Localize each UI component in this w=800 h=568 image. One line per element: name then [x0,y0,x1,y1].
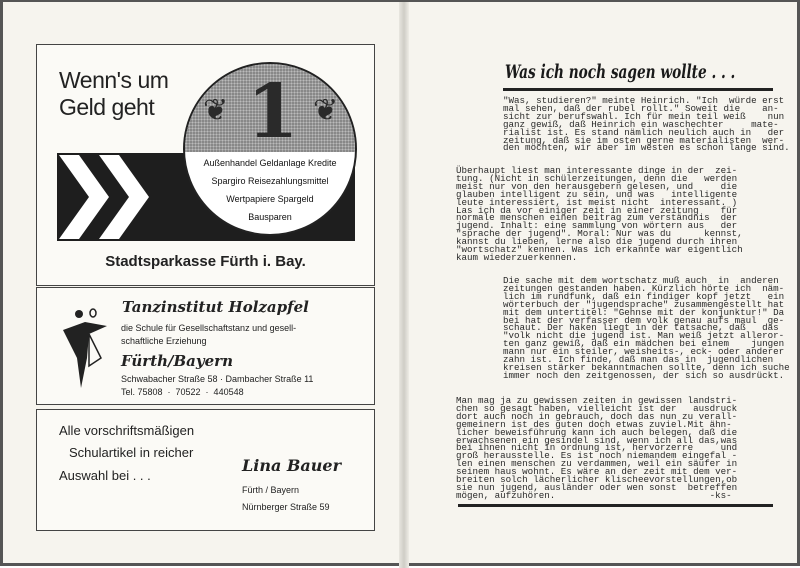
slogan-line: Geld geht [59,94,155,120]
bank-name: Stadtsparkasse Fürth i. Bay. [105,253,306,270]
dance-school-advertisement [36,287,375,405]
slogan-line: Wenn's um [59,67,169,93]
stationery-advertisement [36,409,375,531]
paragraph: Man mag ja zu gewissen zeiten in gewissen landstri- chen so gesagt haben, vielleicht ist der ausdruck dort auch noch in gebrauch, doch das nun zu verall- gemeinern ist des guten doch etwas zuviel.Mit ähn- licher beweisführung kann ich auch belegen, daß die erwachsenen ein gesindel sind, wenn ich all das,was bei ihnen nicht in ordnung ist, hervorzerre und groß herausstelle. Es ist noch niemandem eingefal - len einen menschen zu verdammen, weil ein säufer in seinem haus wohnt. Es wäre an der zeit mit dem ver- breiten solch lächerlicher klischeevorstellungen,ob sie nun jugend, ausländer oder wen sonst betreffen mögen, aufzuhören. -ks- [456,395,738,501]
dance-school-address: Schwabacher Straße 58 · Dambacher Straße 11 [121,374,314,384]
slogan [59,67,168,121]
spine-shadow [399,2,409,568]
ad-line: Schulartikel in reicher [69,445,194,460]
paragraph: Überhaupt liest man interessante dinge in der zei- tung. (Nicht in schülerzeitungen, denn die werden meist nur von den herausgebern gelesen, und die glauben intelligent zu sein, und was intelligente leute interessiert, ist meist nicht interessant. ) Las ich da vor einiger zeit in einer zeitung für normale menschen einen beitrag zum verständnis der jugend. Inhalt: eine sammlung von wörtern aus der "sprache der jugend". Moral: Nur was du kennst, kannst du lieben, lerne also die jugend durch ihren "wortschatz" kennen. Was ich erkannte war eigentlich kaum wiederzuerkennen. [456,165,743,263]
service-line: Außenhandel Geldanlage Kredite [203,158,337,168]
service-line: Spargiro Reisezahlungsmittel [211,176,329,186]
service-line: Wertpapiere Spargeld [226,194,314,204]
shop-city: Fürth / Bayern [242,485,300,495]
dance-school-description: die Schule für Gesellschaftstanz und gesell- schaftliche Erziehung [121,323,297,346]
chevrons-icon [57,153,157,241]
title-underline [503,88,773,91]
sparkasse-advertisement [36,44,375,286]
dance-school-phone: Tel. 75808 · 70522 · 440548 [121,387,244,397]
dance-school-name: Tanzinstitut Holzapfel [122,298,309,316]
paragraph: Die sache mit dem wortschatz muß auch in anderen zeitungen gestanden haben. Kürzlich hörte ich näm- lich im rundfunk, daß ein findiger kopf jetzt ein wörterbuch der "jugendsprache" zusammengestellt hat mit dem untertitel: "Gehnse mit der konjunktur!" Da bei hat der verfasser dem volk genau aufs maul ge- schaut. Der haken liegt in der tatsache, daß das "volk nicht die jugend ist. Man weiß jetzt alleror- ten ganz gewiß, daß ein mädchen bei einem jungen mann nur ein steiler, weisheits-, eck- oder anderer zahn ist. Ich finde, daß man das in jugendlichen kreisen stärker bekanntmachen sollte, denn ich suche immer noch den zeitgenossen, der sich so ausdrückt. [503,275,790,381]
shop-address: Nürnberger Straße 59 [242,502,330,512]
ad-line: Alle vorschriftsmäßigen [59,423,195,438]
services-list [185,154,355,226]
paragraph: "Was, studieren?" meinte Heinrich. "Ich würde erst mal sehen, daß der rubel rollt." Soweit die an- sicht zur berufswahl. Ich für mein teil weiß nun ganz gewiß, daß Heinrich ein waschechter mate- rialist ist. Es stand nämlich neulich auch in der zeitung, daß sie im osten gerne materialisten wer- den möchten, wir aber im westen es schon lange sind. [503,95,790,154]
coin-image [183,62,357,236]
service-line: Bausparen [248,212,292,222]
closing-rule [458,504,773,507]
oak-leaf-icon: ❦ [203,94,229,127]
shop-name: Lina Bauer [242,456,342,475]
ad-line: Auswahl bei . . . [59,468,151,483]
oak-leaf-icon: ❦ [313,94,339,127]
coin-numeral: 1 [247,69,299,155]
article-title: Was ich noch sagen wollte . . . [505,61,736,83]
dancing-couple-icon [59,308,109,393]
dance-school-city: Fürth/Bayern [121,352,233,370]
